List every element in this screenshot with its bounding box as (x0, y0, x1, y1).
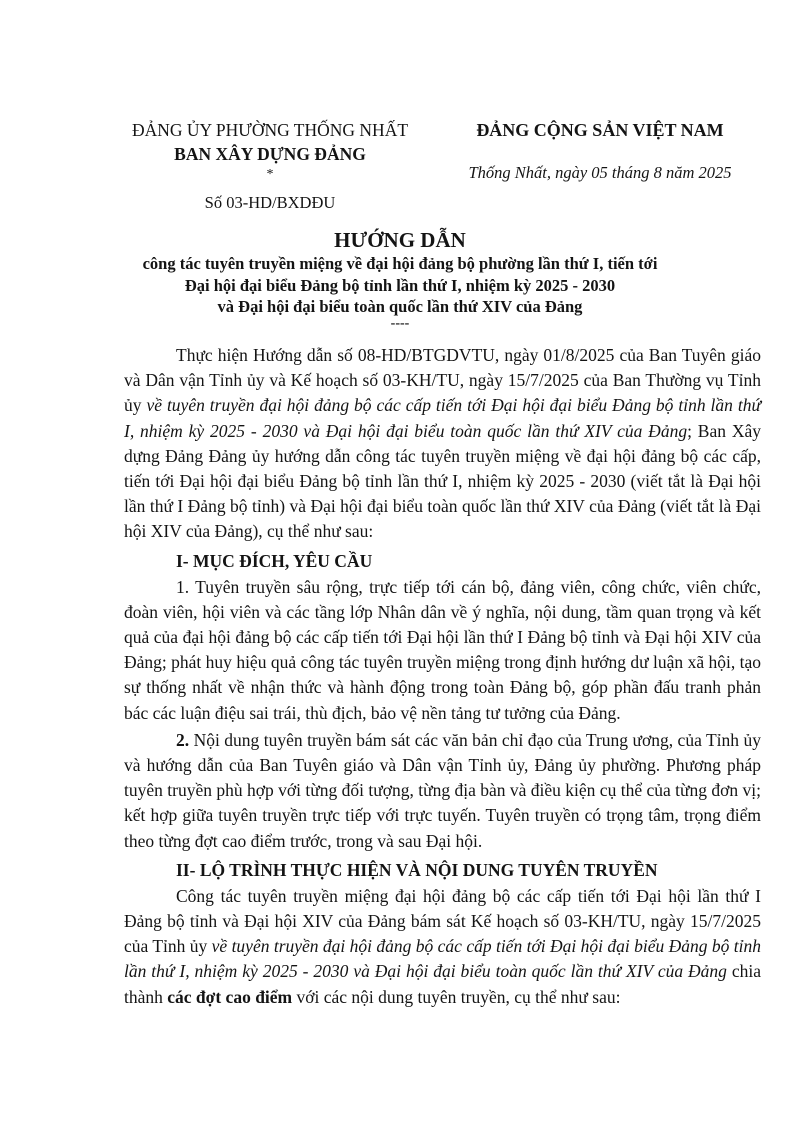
section-heading-2: II- LỘ TRÌNH THỰC HIỆN VÀ NỘI DUNG TUYÊN TRUYỀN (176, 859, 658, 880)
title-divider: ---- (390, 315, 410, 331)
document-number: Số 03-HD/BXDĐU (204, 193, 336, 212)
department-name: BAN XÂY DỰNG ĐẢNG (174, 144, 366, 164)
list-item-1: 1. Tuyên truyền sâu rộng, trực tiếp tới cán bộ, đảng viên, công chức, viên chức, đoàn viên, hội viên và các tầng lớp Nhân dân về ý nghĩa, nội dung, tầm quan trọng và kết quả của đại hội đảng bộ các cấp tiến tới Đại hội lần thứ I Đảng bộ tỉnh và Đại hội XIV của Đảng; phát huy hiệu quả công tác tuyên truyền miệng trong định hướng dư luận xã hội, tạo sự thống nhất về nhận thức và hành động trong toàn Đảng bộ, góp phần đấu tranh phản bác các luận điệu sai trái, thù địch, bảo vệ nền tảng tư tưởng của Đảng. (124, 576, 761, 723)
intro-paragraph: Thực hiện Hướng dẫn số 08-HD/BTGDVTU, ngày 01/8/2025 của Ban Tuyên giáo và Dân vận Tỉnh ủy và Kế hoạch số 03-KH/TU, ngày 15/7/2025 của Ban Thường vụ Tỉnh ủy về tuyên truyền đại hội đảng bộ các cấp tiến tới Đại hội đại biểu Đảng bộ tỉnh lần thứ I, nhiệm kỳ 2025 - 2030 và Đại hội đại biểu toàn quốc lần thứ XIV của Đảng; Ban Xây dựng Đảng Đảng ủy hướng dẫn công tác tuyên truyền miệng về đại hội đảng bộ các cấp, tiến tới Đại hội đại biểu Đảng bộ tỉnh lần thứ I, nhiệm kỳ 2025 - 2030 (viết tắt là Đại hội lần thứ I Đảng bộ tỉnh) và Đại hội đại biểu toàn quốc lần thứ XIV của Đảng (viết tắt là Đại hội XIV của Đảng), cụ thể như sau: (124, 345, 761, 542)
issuing-organization-block (105, 118, 435, 214)
list-item-number: 1. (176, 576, 190, 597)
separator-star: * (266, 167, 274, 182)
national-header-block (440, 118, 760, 184)
title-subject-line-2: Đại hội đại biểu Đảng bộ tỉnh lần thứ I, nhiệm kỳ 2025 - 2030 (184, 275, 616, 295)
party-name: ĐẢNG CỘNG SẢN VIỆT NAM (476, 120, 724, 140)
document-body (124, 343, 761, 1010)
document-title-block (100, 227, 700, 330)
title-subject-line-1: công tác tuyên truyền miệng về đại hội đảng bộ phường lần thứ I, tiến tới (142, 254, 658, 273)
list-item-2: 2. Nội dung tuyên truyền bám sát các văn bản chỉ đạo của Trung ương, của Tỉnh ủy và hướng dẫn của Ban Tuyên giáo và Dân vận Tỉnh ủy, Đảng ủy phường. Phương pháp tuyên truyền phù hợp với từng đối tượng, từng địa bàn và điều kiện cụ thể của từng đơn vị; kết hợp giữa tuyên truyền trực tiếp với trực tuyến. Tuyên truyền có trọng tâm, trọng điểm theo từng đợt cao điểm trước, trong và sau Đại hội. (124, 729, 761, 851)
document-type-title: HƯỚNG DẪN (334, 228, 466, 252)
list-item-number: 2. (176, 729, 190, 750)
section-2-paragraph: Công tác tuyên truyền miệng đại hội đảng bộ các cấp tiến tới Đại hội lần thứ I Đảng bộ tỉnh và Đại hội XIV của Đảng bám sát Kế hoạch số 03-KH/TU, ngày 15/7/2025 của Tỉnh ủy về tuyên truyền đại hội đảng bộ các cấp tiến tới Đại hội đại biểu Đảng bộ tỉnh lần thứ I, nhiệm kỳ 2025 - 2030 và Đại hội đại biểu toàn quốc lần thứ XIV của Đảng chia thành các đợt cao điểm với các nội dung tuyên truyền, cụ thể như sau: (124, 885, 761, 1007)
place-and-date: Thống Nhất, ngày 05 tháng 8 năm 2025 (468, 163, 732, 182)
title-subject-line-3: và Đại hội đại biểu toàn quốc lần thứ XIV của Đảng (217, 297, 583, 316)
organization-name: ĐẢNG ỦY PHƯỜNG THỐNG NHẤT (131, 120, 409, 140)
section-heading-1: I- MỤC ĐÍCH, YÊU CẦU (176, 550, 373, 571)
